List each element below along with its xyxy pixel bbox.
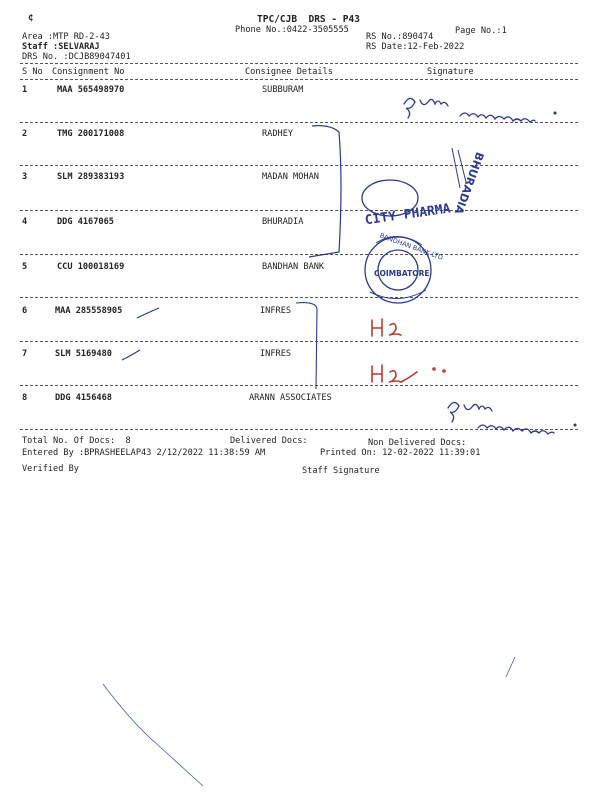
row-sno: 7 [22,349,28,359]
row-sno: 2 [22,129,28,139]
verified-by: Verified By [22,464,79,474]
entered-by: Entered By :BPRASHEELAP43 2/12/2022 11:38:59 AM [22,448,266,458]
row-consignment: SLM 5169480 [55,349,112,359]
drs-number: DRS No. :DCJB89047401 [22,52,131,62]
row-consignee: SUBBURAM [262,85,304,95]
stamp1-text: CITY PHARMA [364,201,452,229]
row-consignment: SLM 289383193 [57,172,125,182]
col-consignment: Consignment No [52,67,125,77]
row-consignment: TMG 200171008 [57,129,125,139]
svg-text:COIMBATORE: COIMBATORE [374,269,430,278]
row-consignment: CCU 100018169 [57,262,125,272]
non-delivered-docs: Non Delivered Docs: [368,438,467,448]
row-consignment: DDG 4156468 [55,393,112,403]
row-sno: 1 [22,85,28,95]
row-consignee: RADHEY [262,129,294,139]
row-consignee: BHURADIA [262,217,304,227]
row-consignee: INFRES [260,306,292,316]
row-consignee: ARANN ASSOCIATES [249,393,332,403]
report-title: TPC/CJB DRS - P43 [257,14,360,25]
row-consignee: MADAN MOHAN [262,172,319,182]
stamp-city-pharma [362,148,486,228]
row-sno: 6 [22,306,28,316]
handwritten-signature-1 [404,98,556,122]
col-sno: S No [22,67,43,77]
rs-date: RS Date:12-Feb-2022 [366,42,465,52]
row-consignment: MAA 285558905 [55,306,123,316]
row-consignee: BANDHAN BANK [262,262,325,272]
col-consignee: Consignee Details [245,67,333,77]
rs-number: RS No.:890474 [366,32,434,42]
check-mark [137,308,159,318]
red-handwritten-marks [372,319,445,382]
area-label: Area :MTP RD-2-43 [22,32,110,42]
bracket-line [309,126,341,257]
row-sno: 8 [22,393,28,403]
stray-pen-mark [506,657,515,677]
stamp1-vertical-text: BHURADIA [451,150,487,216]
handwritten-signature-8 [448,402,576,434]
page-number: Page No.:1 [455,26,507,36]
row-sno: 5 [22,262,28,272]
stray-pen-mark [103,684,203,786]
phone-number: Phone No.:0422-3505555 [235,25,349,35]
staff-signature-label: Staff Signature [302,466,380,476]
check-mark [122,350,140,360]
staff-label: Staff :SELVARAJ [22,42,100,52]
delivered-docs: Delivered Docs: [230,436,308,446]
col-signature: Signature [427,67,474,77]
row-sno: 4 [22,217,28,227]
stamp-bandhan-bank [365,232,444,303]
stamp2-text: BANDHAN BANK LTD [378,231,445,262]
row-consignee: INFRES [260,349,292,359]
printed-on: Printed On: 12-02-2022 11:39:01 [320,448,481,458]
corner-mark: ¢ [28,13,34,23]
total-docs: Total No. Of Docs: 8 [22,436,131,446]
row-consignment: DDG 4167065 [57,217,114,227]
row-sno: 3 [22,172,28,182]
row-consignment: MAA 565498970 [57,85,125,95]
bracket-line [296,303,317,389]
